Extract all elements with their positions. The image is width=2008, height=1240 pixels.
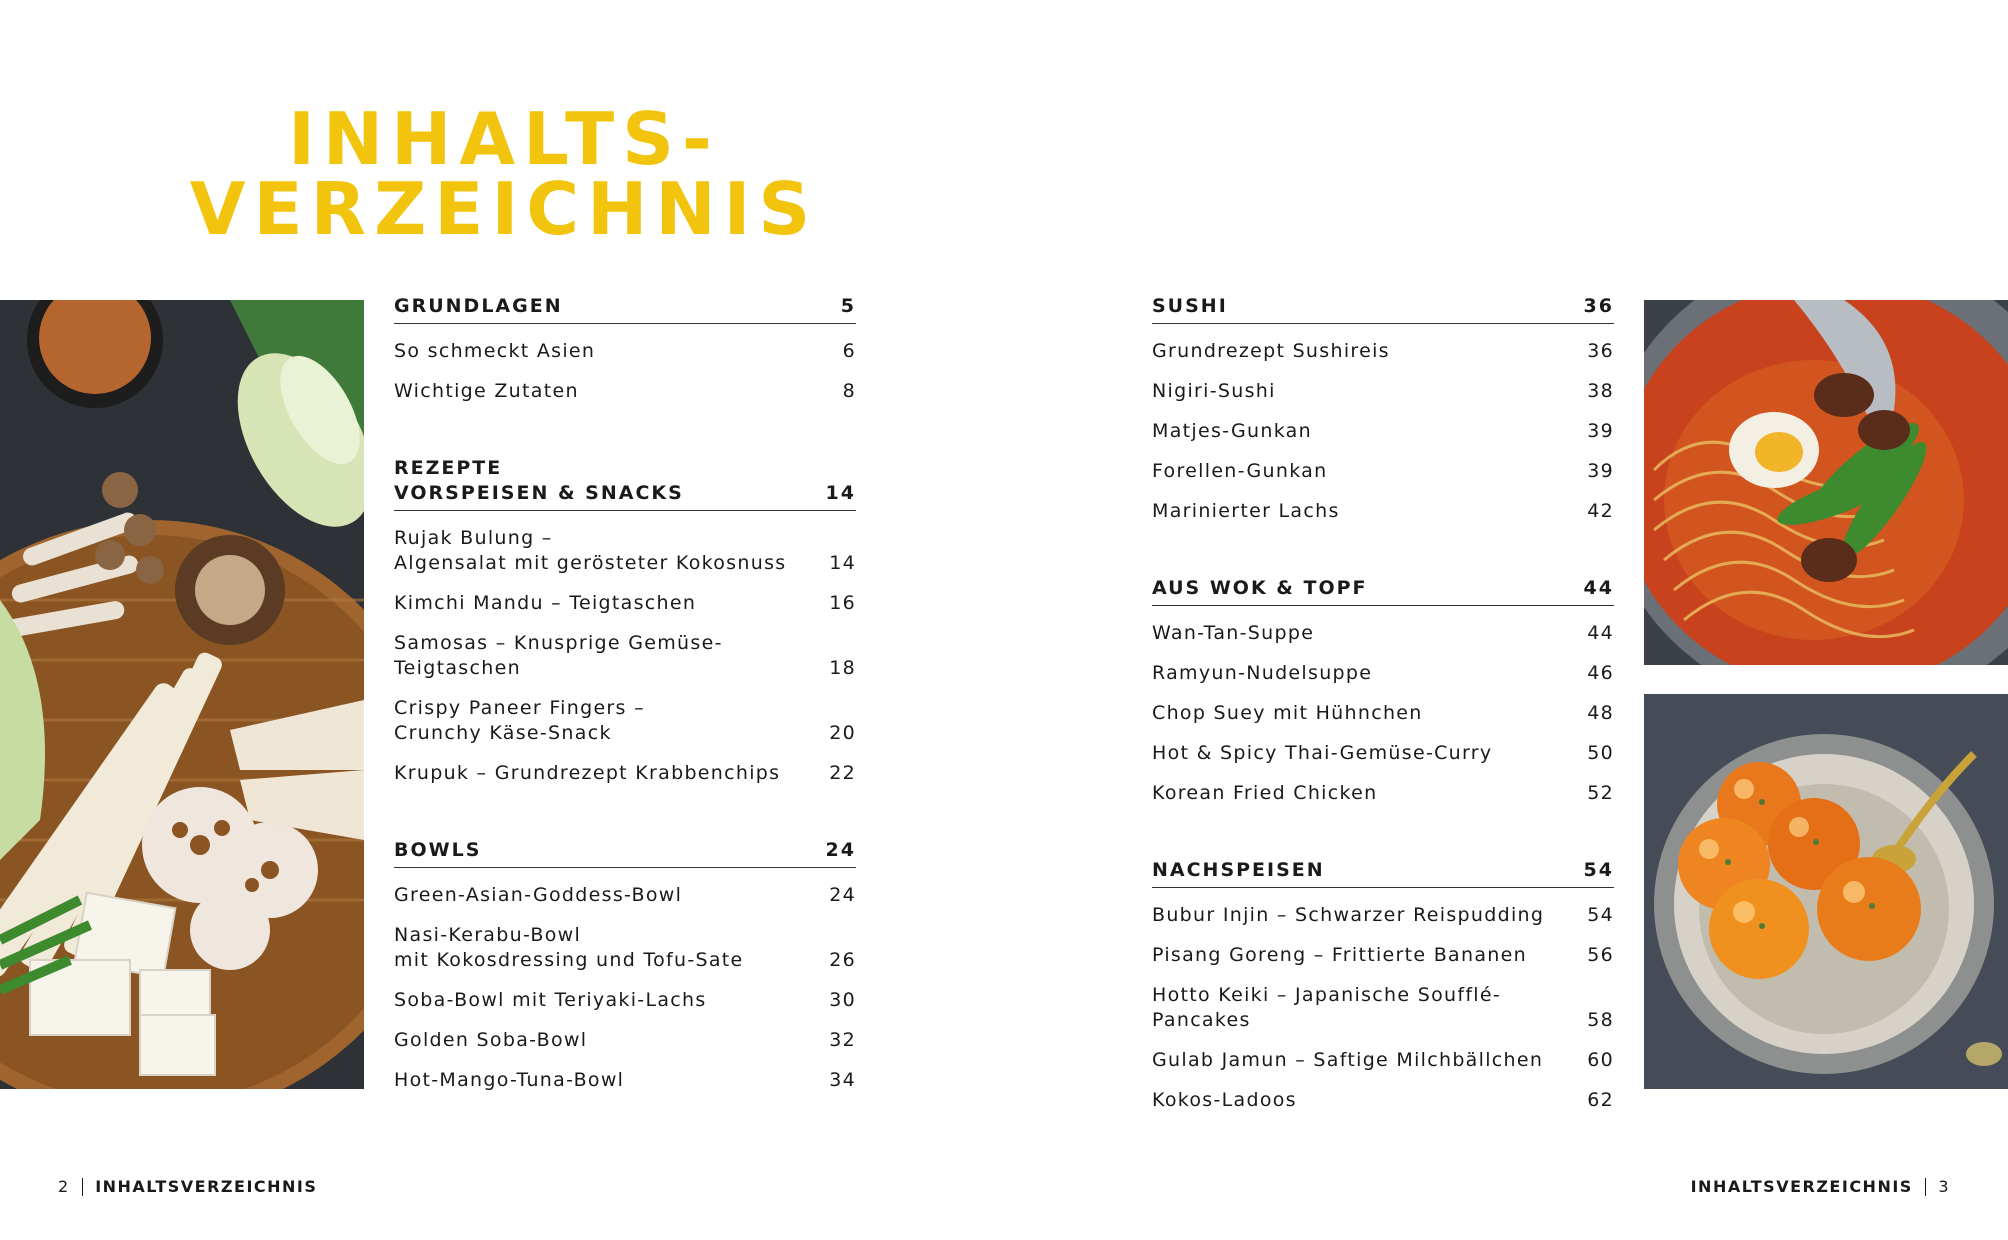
section-heading: [1152, 576, 1614, 606]
entry-title: Wan-Tan-Suppe: [1152, 622, 1315, 644]
entry-title: Samosas – Knusprige Gemüse-Teigtaschen: [394, 632, 723, 679]
section-page: 44: [1583, 577, 1614, 599]
toc-entry[interactable]: [394, 379, 856, 404]
toc-entry[interactable]: [1152, 943, 1614, 968]
section-heading: [1152, 294, 1614, 324]
toc-entry[interactable]: [394, 1028, 856, 1053]
footer-divider: [82, 1178, 84, 1196]
entry-page: 44: [1587, 622, 1614, 644]
toc-entry[interactable]: [394, 923, 856, 973]
entry-title: Bubur Injin – Schwarzer Reispudding: [1152, 904, 1545, 926]
entry-title: Gulab Jamun – Saftige Milchbällchen: [1152, 1049, 1544, 1071]
section-title: REZEPTE VORSPEISEN & SNACKS: [394, 457, 684, 504]
entry-title: So schmeckt Asien: [394, 340, 596, 362]
toc-section-sushi: [1152, 294, 1614, 524]
entry-page: 24: [829, 884, 856, 906]
section-heading: [394, 294, 856, 324]
toc-entry[interactable]: [1152, 459, 1614, 484]
toc-entry[interactable]: [1152, 1048, 1614, 1073]
entry-page: 34: [829, 1069, 856, 1091]
toc-entry[interactable]: [1152, 661, 1614, 686]
toc-section-nachspeisen: [1152, 858, 1614, 1113]
entry-page: 38: [1587, 380, 1614, 402]
entry-page: 16: [829, 592, 856, 614]
toc-entry[interactable]: [394, 988, 856, 1013]
entry-page: 30: [829, 989, 856, 1011]
toc-right-column: [1152, 294, 1614, 1165]
entry-page: 48: [1587, 702, 1614, 724]
section-page: 24: [825, 839, 856, 861]
toc-section-vorspeisen: [394, 456, 856, 786]
entry-page: 18: [829, 657, 856, 679]
page-title: [0, 97, 1008, 251]
entry-title: Green-Asian-Goddess-Bowl: [394, 884, 683, 906]
entry-title: Korean Fried Chicken: [1152, 782, 1378, 804]
toc-entry[interactable]: [1152, 419, 1614, 444]
entry-title: Crispy Paneer Fingers – Crunchy Käse-Snack: [394, 697, 645, 744]
section-heading: [394, 456, 856, 511]
footer-right: [1691, 1177, 1950, 1196]
section-page: 5: [840, 295, 856, 317]
section-heading: [394, 838, 856, 868]
entry-title: Matjes-Gunkan: [1152, 420, 1312, 442]
section-title: BOWLS: [394, 839, 482, 861]
entry-title: Hotto Keiki – Japanische Soufflé-Pancakes: [1152, 984, 1502, 1031]
footer-divider: [1925, 1178, 1927, 1196]
toc-entry[interactable]: [1152, 499, 1614, 524]
photo-ramen-bowl: [1644, 300, 2008, 665]
toc-entry[interactable]: [394, 1068, 856, 1093]
toc-entry[interactable]: [1152, 1088, 1614, 1113]
running-head: INHALTSVERZEICHNIS: [1690, 1177, 1913, 1196]
entry-page: 62: [1587, 1089, 1614, 1111]
entry-page: 39: [1587, 460, 1614, 482]
entry-page: 36: [1587, 340, 1614, 362]
section-title: GRUNDLAGEN: [394, 295, 563, 317]
toc-section-wok: [1152, 576, 1614, 806]
entry-title: Krupuk – Grundrezept Krabbenchips: [394, 762, 781, 784]
toc-section-bowls: [394, 838, 856, 1093]
section-title: SUSHI: [1152, 295, 1228, 317]
entry-page: 20: [829, 722, 856, 744]
entry-page: 54: [1587, 904, 1614, 926]
entry-title: Chop Suey mit Hühnchen: [1152, 702, 1423, 724]
photo-dessert-balls: [1644, 694, 2008, 1089]
toc-entry[interactable]: [1152, 903, 1614, 928]
toc-entry[interactable]: [394, 339, 856, 364]
section-heading: [1152, 858, 1614, 888]
entry-page: 60: [1587, 1049, 1614, 1071]
section-title: NACHSPEISEN: [1152, 859, 1325, 881]
photo-vegetables-art: [0, 300, 364, 1089]
entry-title: Wichtige Zutaten: [394, 380, 579, 402]
toc-entry[interactable]: [394, 591, 856, 616]
toc-entry[interactable]: [1152, 701, 1614, 726]
entry-title: Kokos-Ladoos: [1152, 1089, 1297, 1111]
section-page: 54: [1583, 859, 1614, 881]
toc-entry[interactable]: [394, 883, 856, 908]
entry-title: Kimchi Mandu – Teigtaschen: [394, 592, 697, 614]
entry-page: 46: [1587, 662, 1614, 684]
toc-entry[interactable]: [1152, 379, 1614, 404]
entry-page: 50: [1587, 742, 1614, 764]
page-number: 2: [58, 1177, 70, 1196]
section-page: 36: [1583, 295, 1614, 317]
entry-title: Forellen-Gunkan: [1152, 460, 1328, 482]
toc-entry[interactable]: [394, 761, 856, 786]
entry-page: 22: [829, 762, 856, 784]
entry-page: 14: [829, 552, 856, 574]
toc-entry[interactable]: [1152, 339, 1614, 364]
entry-title: Marinierter Lachs: [1152, 500, 1340, 522]
section-title: AUS WOK & TOPF: [1152, 577, 1368, 599]
entry-title: Nasi-Kerabu-Bowl mit Kokosdressing und Tofu-Sate: [394, 924, 744, 971]
page-number: 3: [1938, 1177, 1950, 1196]
footer-left: [58, 1177, 317, 1196]
entry-title: Pisang Goreng – Frittierte Bananen: [1152, 944, 1527, 966]
entry-page: 8: [842, 380, 856, 402]
toc-entry[interactable]: [394, 631, 856, 681]
entry-page: 42: [1587, 500, 1614, 522]
entry-page: 56: [1587, 944, 1614, 966]
page-title-line-2: VERZEICHNIS: [189, 167, 819, 251]
toc-entry[interactable]: [1152, 983, 1614, 1033]
photo-ramen-bowl-art: [1644, 300, 2008, 665]
entry-title: Hot-Mango-Tuna-Bowl: [394, 1069, 625, 1091]
entry-title: Golden Soba-Bowl: [394, 1029, 588, 1051]
toc-entry[interactable]: [394, 526, 856, 576]
running-head: INHALTSVERZEICHNIS: [95, 1177, 318, 1196]
toc-entry[interactable]: [1152, 781, 1614, 806]
entry-title: Soba-Bowl mit Teriyaki-Lachs: [394, 989, 707, 1011]
toc-entry[interactable]: [1152, 621, 1614, 646]
entry-page: 6: [842, 340, 856, 362]
entry-page: 32: [829, 1029, 856, 1051]
entry-title: Grundrezept Sushireis: [1152, 340, 1390, 362]
entry-title: Rujak Bulung – Algensalat mit gerösteter Kokosnuss: [394, 527, 787, 574]
toc-entry[interactable]: [394, 696, 856, 746]
photo-dessert-balls-art: [1644, 694, 2008, 1089]
section-page: 14: [825, 482, 856, 504]
toc-section-grundlagen: [394, 294, 856, 404]
entry-title: Nigiri-Sushi: [1152, 380, 1276, 402]
entry-page: 58: [1587, 1009, 1614, 1031]
entry-title: Hot & Spicy Thai-Gemüse-Curry: [1152, 742, 1493, 764]
entry-page: 26: [829, 949, 856, 971]
toc-left-column: [394, 294, 856, 1145]
toc-entry[interactable]: [1152, 741, 1614, 766]
photo-vegetables: [0, 300, 364, 1089]
page-title-line-1: INHALTS-: [288, 97, 720, 181]
entry-title: Ramyun-Nudelsuppe: [1152, 662, 1373, 684]
entry-page: 52: [1587, 782, 1614, 804]
entry-page: 39: [1587, 420, 1614, 442]
